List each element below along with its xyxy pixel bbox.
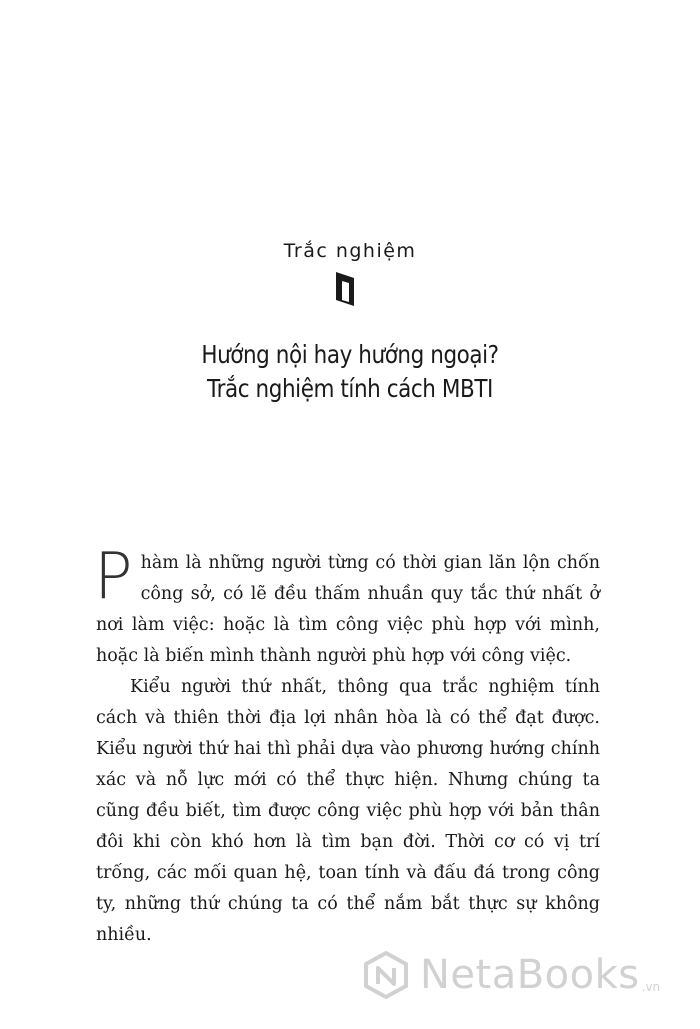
chapter-title-line-1: Hướng nội hay hướng ngoại? [201, 340, 499, 369]
watermark-suffix: .vn [641, 980, 661, 994]
body-text [94, 540, 600, 951]
drop-cap: P [94, 540, 133, 614]
chapter-title [49, 338, 651, 406]
paragraph-1-text: hàm là những người từng có thời gian lăn lộn chốn công sở, có lẽ đều thấm nhuần quy tắc thứ nhất ở nơi làm việc: hoặc là tìm công việc phù hợp với mình, hoặc là biến mình thành người phù hợp với công việc. [96, 553, 600, 666]
section-label: Trắc nghiệm [283, 240, 417, 262]
watermark [362, 950, 660, 1000]
watermark-brand: NetaBooks [420, 952, 640, 998]
paragraph-2: Kiểu người thứ nhất, thông qua trắc nghiệm tính cách và thiên thời địa lợi nhân hòa là có thể đạt được. Kiểu người thứ hai thì phải dựa vào phương hướng chính xác và nỗ lực mới có thể thực hiện. Nhưng chúng ta cũng đều biết, tìm được công việc phù hợp với bản thân đôi khi còn khó hơn là tìm bạn đời. Thời cơ có vị trí trống, các mối quan hệ, toan tính và đấu đá trong công ty, những thứ chúng ta có thể nắm bắt thực sự không nhiều. [96, 677, 600, 945]
netabooks-logo-icon [362, 951, 410, 999]
chapter-title-line-2: Trắc nghiệm tính cách MBTI [207, 374, 493, 403]
paragraph-1 [94, 540, 600, 672]
chapter-marker-icon [336, 272, 354, 306]
